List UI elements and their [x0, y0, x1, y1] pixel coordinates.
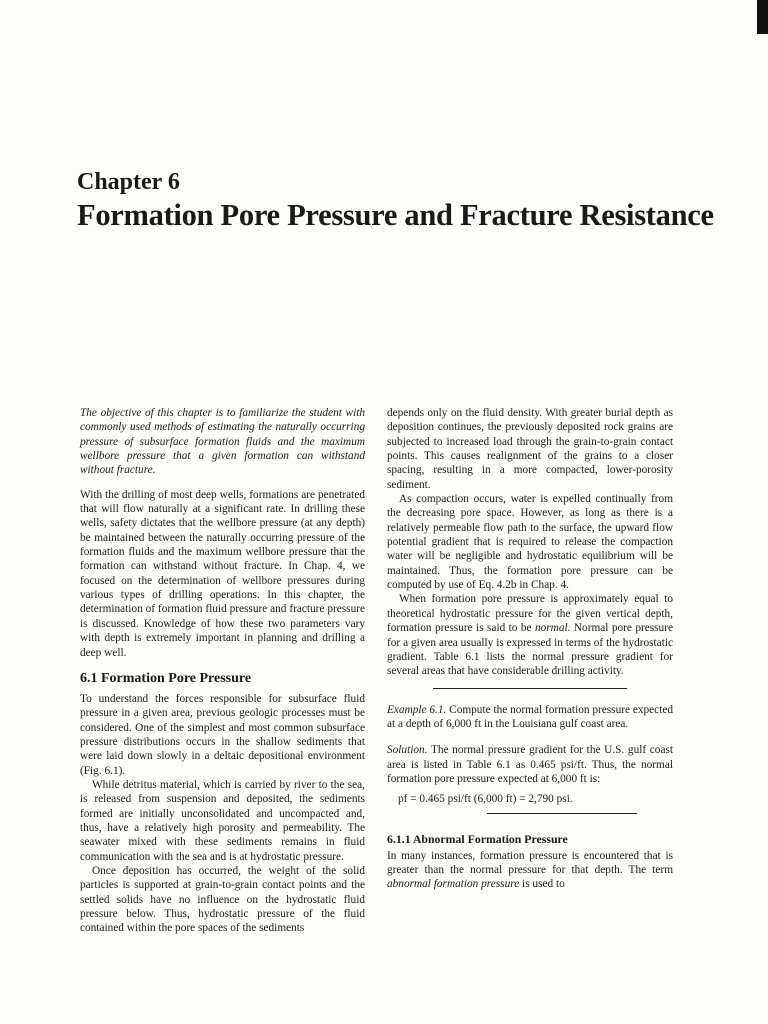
intro-paragraph: With the drilling of most deep wells, formations are penetrated that will flow naturally at a significant rate. In drilling these wells, safety dictates that the wellbore pressure (at any depth) be maintained between the naturally occurring pressure of the formation fluids and the maximum wellbore pressure that the formation can withstand without fracture. In Chap. 4, we focused on the determination of wellbore pressures during various types of drilling operations. In this chapter, the determination of formation fluid pressure and fracture pressure is discussed. Knowledge of how these two parameters vary with depth is extremely important in planning and drilling a deep well.	[80, 488, 365, 659]
paragraph-6-1-c: Once deposition has occurred, the weight of the solid particles is supported at grain-to-grain contact points and the settled solids have no influence on the hydrostatic fluid pressure below. Thus, hydrostatic pressure of the fluid contained within the pore spaces of the sediments	[80, 864, 365, 935]
example-top-rule	[433, 688, 627, 689]
chapter-label: Chapter 6	[77, 169, 180, 195]
solution-label: Solution.	[387, 744, 428, 757]
equation: pf = 0.465 psi/ft (6,000 ft) = 2,790 psi.	[398, 793, 573, 806]
chapter-title: Formation Pore Pressure and Fracture Resistance	[77, 198, 714, 232]
paragraph-normal-pressure: When formation pore pressure is approximately equal to theoretical hydrostatic pressure for the given vertical depth, formation pressure is said to be normal. Normal pore pressure for a given area usually is expressed in terms of the hydrostatic gradient. Table 6.1 lists the normal pressure gradient for several areas that have considerable drilling activity.	[387, 593, 673, 678]
chapter-objective: The objective of this chapter is to familiarize the student with commonly used methods of estimating the naturally occurring pressure of subsurface formation fluids and the maximum wellbore pressure that a given formation can withstand without fracture.	[80, 407, 365, 477]
right-column	[387, 406, 673, 892]
page-corner-mark	[757, 0, 768, 34]
example-6-1: Example 6.1. Compute the normal formation pressure expected at a depth of 6,000 ft in the Louisiana gulf coast area.	[387, 703, 673, 730]
paragraph-compaction: As compaction occurs, water is expelled continually from the decreasing pore space. However, as long as there is a relatively permeable flow path to the surface, the upward flow potential gradient that is required to release the compaction water will be negligible and hydrostatic equilibrium will be maintained. Thus, the formation pore pressure can be computed by use of Eq. 4.2b in Chap. 4.	[387, 493, 673, 592]
example-label: Example 6.1.	[387, 703, 447, 716]
paragraph-continued: depends only on the fluid density. With greater burial depth as deposition continues, the previously deposited rock grains are subjected to increased load through the grain-to-grain contact points. This causes realignment of the grains to a closer spacing, resulting in a more compacted, lower-porosity sediment.	[387, 407, 673, 491]
term-normal: normal.	[534, 622, 571, 635]
section-heading-6-1: 6.1 Formation Pore Pressure	[80, 670, 252, 686]
solution: Solution. The normal pressure gradient for the U.S. gulf coast area is listed in Table 6.1 as 0.465 psi/ft. Thus, the normal formation pore pressure expected at 6,000 ft is:	[387, 744, 673, 785]
paragraph-6-1-b: While detritus material, which is carried by river to the sea, is released from suspension and deposited, the sediments formed are initially unconsolidated and uncompacted and, thus, have a relatively high porosity and permeability. The seawater mixed with these sediments remains in fluid communication with the sea and is at hydrostatic pressure.	[80, 778, 365, 863]
term-abnormal-pressure: abnormal formation pressure	[387, 878, 520, 891]
paragraph-abnormal: In many instances, formation pressure is encountered that is greater than the normal pressure for that depth. The term abnormal formation pressure is used to	[387, 849, 673, 891]
paragraph-6-1-a: To understand the forces responsible for subsurface fluid pressure in a given area, previous geologic processes must be considered. One of the simplest and most common subsurface pressure distributions occurs in the shallow sediments that were laid down slowly in a deltaic depositional environment (Fig. 6.1).	[80, 692, 365, 777]
subsection-heading-6-1-1: 6.1.1 Abnormal Formation Pressure	[387, 831, 568, 846]
example-bottom-rule	[487, 813, 637, 814]
left-column	[80, 406, 365, 936]
